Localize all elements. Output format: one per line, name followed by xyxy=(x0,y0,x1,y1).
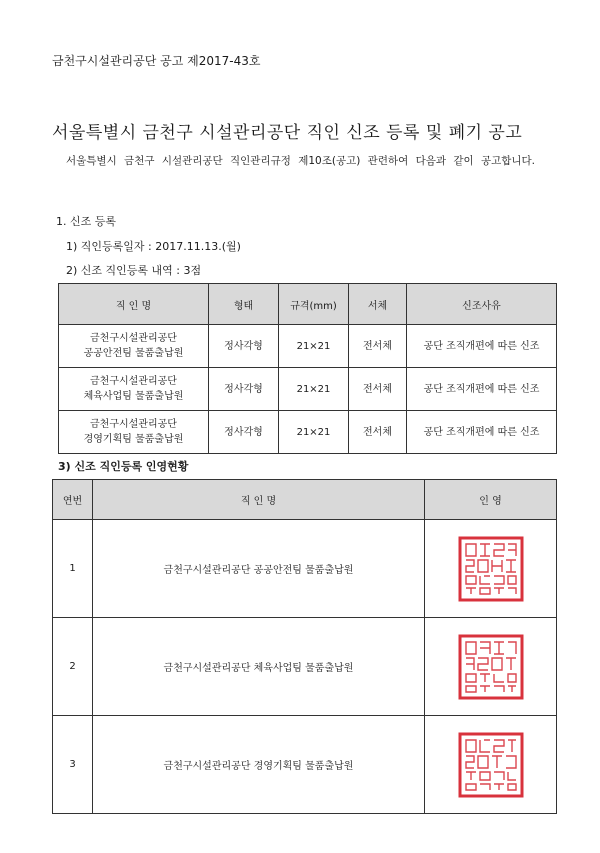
table-row xyxy=(53,520,557,618)
col-header-number: 연번 xyxy=(53,480,93,520)
table-row xyxy=(59,368,557,411)
font-cell: 전서체 xyxy=(349,368,407,411)
section-1-heading: 1. 신조 등록 xyxy=(56,215,116,228)
registration-date: 1) 직인등록일자 : 2017.11.13.(월) xyxy=(66,240,241,253)
col-header-name: 직 인 명 xyxy=(93,480,425,520)
seal-registration-table xyxy=(58,283,557,454)
col-header-shape: 형태 xyxy=(209,284,279,325)
font-cell: 전서체 xyxy=(349,411,407,454)
reason-cell: 공단 조직개편에 따른 신조 xyxy=(407,368,557,411)
seal-stamp-icon xyxy=(458,732,524,798)
shape-cell: 정사각형 xyxy=(209,325,279,368)
seal-name-cell: 금천구시설관리공단 경영기획팀 물품출납원 xyxy=(59,411,209,454)
table-row xyxy=(59,411,557,454)
seal-impression-cell xyxy=(425,618,557,716)
col-header-name: 직 인 명 xyxy=(59,284,209,325)
table-row xyxy=(59,325,557,368)
seal-stamp-icon xyxy=(458,536,524,602)
section-3-heading: 3) 신조 직인등록 인영현황 xyxy=(58,460,189,473)
seal-name-cell: 금천구시설관리공단 체육사업팀 물품출납원 xyxy=(59,368,209,411)
shape-cell: 정사각형 xyxy=(209,368,279,411)
seal-impression-table xyxy=(52,479,557,814)
seal-impression-cell xyxy=(425,716,557,814)
size-cell: 21×21 xyxy=(279,411,349,454)
font-cell: 전서체 xyxy=(349,325,407,368)
reason-cell: 공단 조직개편에 따른 신조 xyxy=(407,411,557,454)
table-row xyxy=(53,716,557,814)
size-cell: 21×21 xyxy=(279,325,349,368)
registration-list-label: 2) 신조 직인등록 내역 : 3점 xyxy=(66,264,202,277)
col-header-impression: 인 영 xyxy=(425,480,557,520)
page-title: 서울특별시 금천구 시설관리공단 직인 신조 등록 및 폐기 공고 xyxy=(52,123,523,143)
col-header-font: 서체 xyxy=(349,284,407,325)
reason-cell: 공단 조직개편에 따른 신조 xyxy=(407,325,557,368)
seal-name-cell: 금천구시설관리공단 체육사업팀 물품출납원 xyxy=(93,618,425,716)
seal-impression-cell xyxy=(425,520,557,618)
seal-name-cell: 금천구시설관리공단 공공안전팀 물품출납원 xyxy=(59,325,209,368)
table-header-row xyxy=(53,480,557,520)
col-header-size: 규격(mm) xyxy=(279,284,349,325)
row-number: 3 xyxy=(53,716,93,814)
notice-number: 금천구시설관리공단 공고 제2017-43호 xyxy=(52,54,261,68)
col-header-reason: 신조사유 xyxy=(407,284,557,325)
seal-name-cell: 금천구시설관리공단 공공안전팀 물품출납원 xyxy=(93,520,425,618)
size-cell: 21×21 xyxy=(279,368,349,411)
row-number: 2 xyxy=(53,618,93,716)
shape-cell: 정사각형 xyxy=(209,411,279,454)
table-header-row xyxy=(59,284,557,325)
table-row xyxy=(53,618,557,716)
row-number: 1 xyxy=(53,520,93,618)
seal-stamp-icon xyxy=(458,634,524,700)
seal-name-cell: 금천구시설관리공단 경영기획팀 물품출납원 xyxy=(93,716,425,814)
intro-paragraph: 서울특별시 금천구 시설관리공단 직인관리규정 제10조(공고) 관련하여 다음과 같이 공고합니다. xyxy=(66,155,536,167)
